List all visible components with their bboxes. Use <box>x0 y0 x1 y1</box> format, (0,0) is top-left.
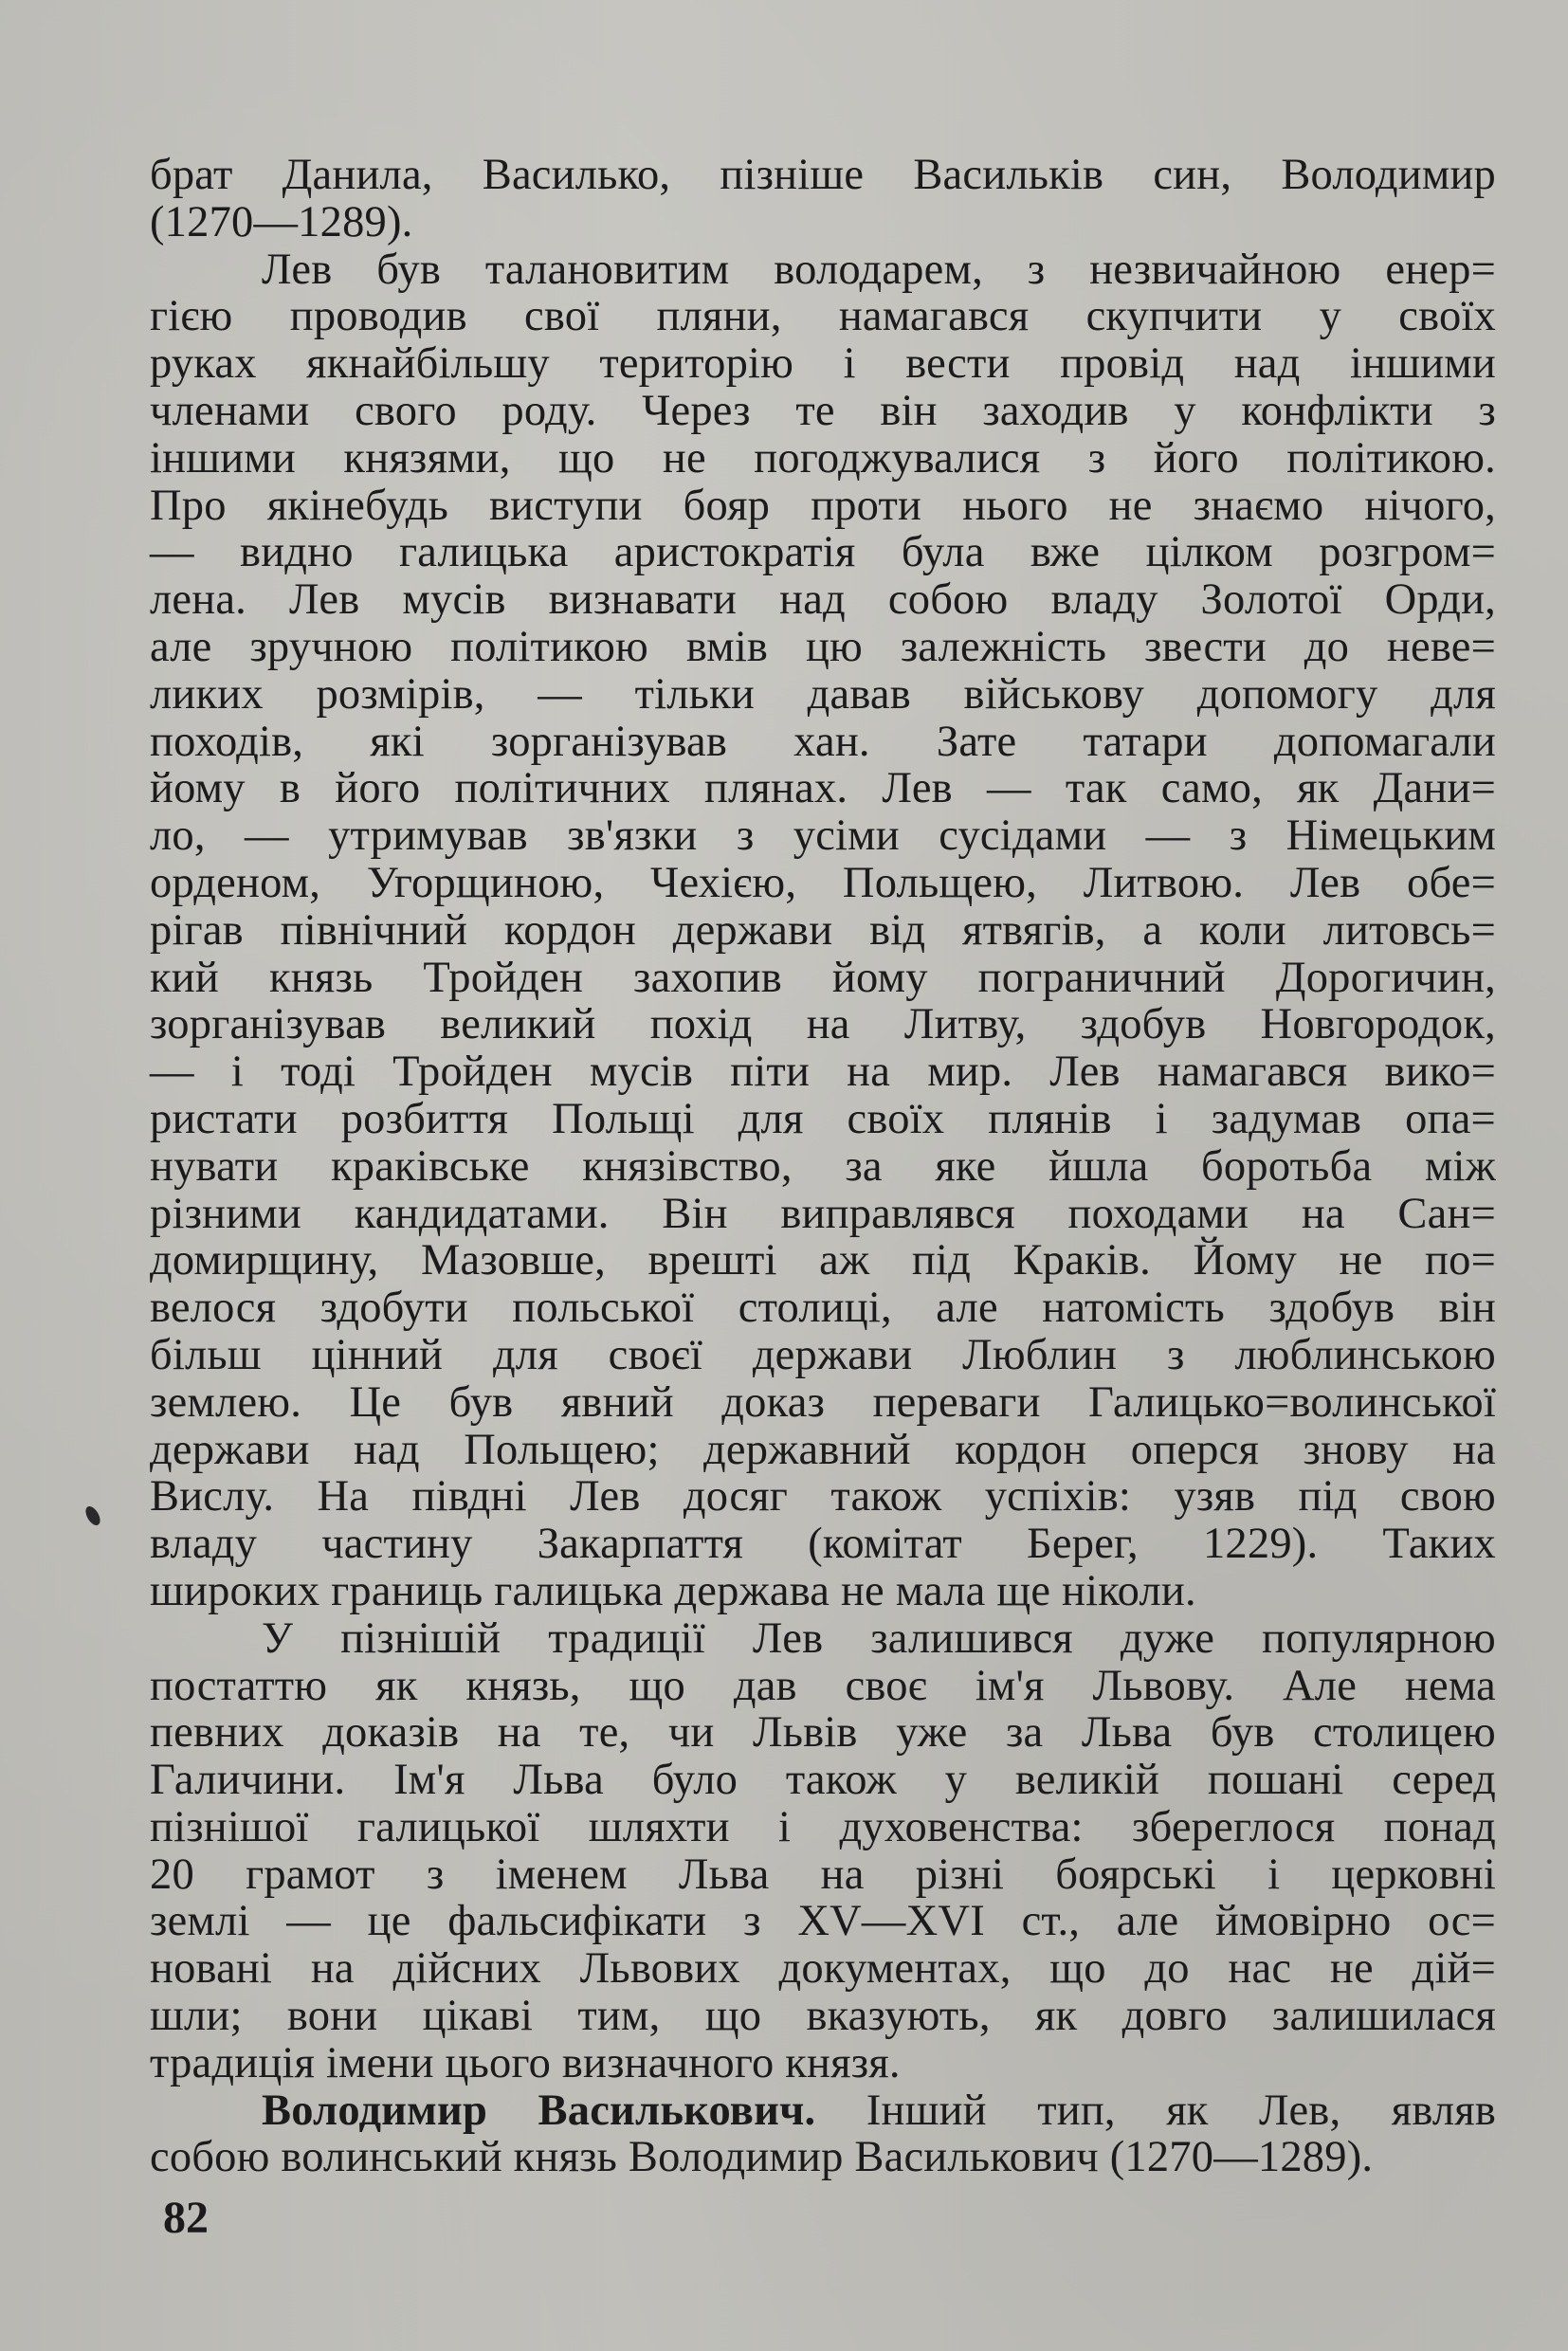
text-line: більш цінний для своєї держави Люблин з люблинською <box>150 1330 1496 1379</box>
paragraph-3 <box>150 1615 1496 2087</box>
text-line: У пізнішій традиції Лев залишився дуже популярною <box>262 1613 1496 1663</box>
text-line: нувати краківське князівство, за яке йшла боротьба між <box>150 1141 1496 1191</box>
page-number: 82 <box>163 2193 209 2243</box>
text-line: землею. Це був явний доказ переваги Галицько=волинської <box>150 1377 1496 1427</box>
text-line: домирщину, Мазовше, врешті аж під Краків. Йому не по= <box>150 1236 1496 1285</box>
text-line: новані на дійсних Львових документах, що до нас не дій= <box>150 1944 1496 1994</box>
text-line: — і тоді Тройден мусів піти на мир. Лев намагався вико= <box>150 1048 1496 1097</box>
text-line: шли; вони цікаві тим, що вказують, як довго залишилася <box>150 1992 1496 2041</box>
section-heading: Володимир Василькович. <box>262 2086 816 2135</box>
text-line: певних доказів на те, чи Львів уже за Льва був столицею <box>150 1708 1496 1758</box>
text-line: йому в його політичних плянах. Лев — так само, як Дани= <box>150 764 1496 813</box>
text-line: ликих розмірів, — тільки давав військову допомогу для <box>150 669 1496 719</box>
text-line: землі — це фальсифікати з XV—XVI ст., але ймовірно ос= <box>150 1897 1496 1946</box>
body-text <box>150 152 1496 2181</box>
text-line: владу частину Закарпаття (комітат Берег, 1229). Таких <box>150 1520 1496 1569</box>
text-line: держави над Польщею; державний кордон оперся знову на <box>150 1425 1496 1474</box>
ink-speck <box>82 1504 102 1527</box>
paragraph-2 <box>150 246 1496 1615</box>
text-line: (1270—1289). <box>150 197 413 246</box>
text-line: орденом, Угорщиною, Чехією, Польщею, Литвою. Лев обе= <box>150 858 1496 907</box>
text-line: Галичини. Ім'я Льва було також у великій пошані серед <box>150 1756 1496 1805</box>
text-line <box>150 2087 1496 2135</box>
text-line: Про якінебудь виступи бояр проти нього не знаємо нічого, <box>150 481 1496 530</box>
text-line: ристати розбиття Польщі для своїх плянів і задумав опа= <box>150 1094 1496 1143</box>
text-line: рігав північний кордон держави від ятвягів, а коли литовсь= <box>150 905 1496 955</box>
text-line: ло, — утримував зв'язки з усіми сусідами — з Німецьким <box>150 811 1496 861</box>
text-line: широких границь галицька держава не мала ще ніколи. <box>150 1566 1196 1615</box>
text-line: різними кандидатами. Він виправлявся походами на Сан= <box>150 1189 1496 1238</box>
text-line: традиція імени цього визначного князя. <box>150 2038 901 2087</box>
text-line: пізнішої галицької шляхти і духовенства: збереглося понад <box>150 1802 1496 1851</box>
text-line: іншими князями, що не погоджувалися з його політикою. <box>150 433 1496 483</box>
text-line: Лев був талановитим володарем, з незвичайною енер= <box>262 245 1496 294</box>
text-line: але зручною політикою вмів цю залежність звести до неве= <box>150 622 1496 671</box>
text-line: 20 грамот з іменем Льва на різні боярські і церковні <box>150 1850 1496 1899</box>
text-line: походів, які зорганізував хан. Зате татари допомагали <box>150 717 1496 766</box>
text-line: велося здобути польської столиці, але натомість здобув він <box>150 1284 1496 1333</box>
paragraph-4 <box>150 2087 1496 2182</box>
text-line: лена. Лев мусів визнавати над собою владу Золотої Орди, <box>150 575 1496 625</box>
text-line-rest: Інший тип, як Лев, являв <box>815 2086 1497 2135</box>
text-line: членами свого роду. Через те він заходив у конфлікти з <box>150 386 1496 435</box>
text-line: Вислу. На півдні Лев досяг також успіхів: узяв під свою <box>150 1472 1496 1522</box>
text-line: брат Данила, Василько, пізніше Васильків син, Володимир <box>150 151 1496 199</box>
paragraph-1 <box>150 152 1496 246</box>
text-line: гією проводив свої пляни, намагався скупчити у своїх <box>150 292 1496 341</box>
text-line: зорганізував великий похід на Литву, здобув Новгородок, <box>150 1000 1496 1049</box>
text-line: постаттю як князь, що дав своє ім'я Львову. Але нема <box>150 1661 1496 1710</box>
text-line: собою волинський князь Володимир Василькович (1270—1289). <box>150 2133 1374 2182</box>
text-line: руках якнайбільшу територію і вести провід над іншими <box>150 339 1496 389</box>
text-line: кий князь Тройден захопив йому пограничний Дорогичин, <box>150 953 1496 1002</box>
text-line: — видно галицька аристократія була вже цілком розгром= <box>150 528 1496 577</box>
